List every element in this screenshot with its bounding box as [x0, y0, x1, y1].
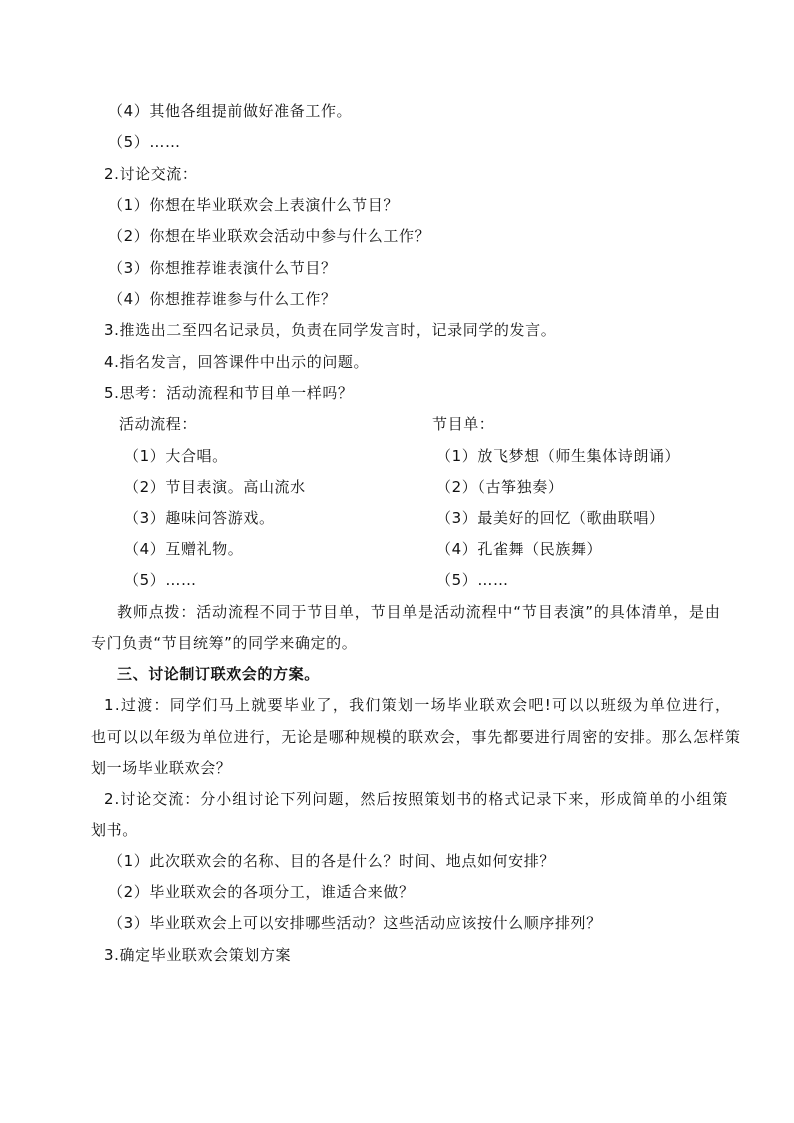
step-5: 5.思考：活动流程和节目单一样吗？ [104, 384, 354, 402]
section-3-step-3: 3.确定毕业联欢会策划方案 [104, 946, 292, 964]
plan-question-1: （1）此次联欢会的名称、目的各是什么？时间、地点如何安排？ [108, 852, 555, 870]
discussion-question-4: （4）你想推荐谁参与什么工作？ [108, 290, 337, 308]
plan-question-3: （3）毕业联欢会上可以安排哪些活动？这些活动应该按什么顺序排列？ [108, 914, 602, 932]
section-3-heading: 三、讨论制订联欢会的方案。 [117, 665, 320, 683]
discuss-line-2: 划书。 [91, 821, 138, 839]
plan-question-2: （2）毕业联欢会的各项分工，谁适合来做？ [108, 883, 415, 901]
program-list-item: （1）放飞梦想（师生集体诗朗诵） [436, 447, 681, 465]
teacher-note-line-2: 专门负责“节目统筹”的同学来确定的。 [91, 634, 358, 652]
discussion-question-3: （3）你想推荐谁表演什么节目？ [108, 259, 337, 277]
program-list-item: （3）最美好的回忆（歌曲联唱） [436, 509, 665, 527]
activity-flow-item: （3）趣味问答游戏。 [124, 509, 275, 527]
activity-flow-item: （4）互赠礼物。 [124, 540, 244, 558]
step-4: 4.指名发言，回答课件中出示的问题。 [104, 353, 370, 371]
list-item-5: （5）…… [108, 133, 181, 151]
activity-flow-item: （1）大合唱。 [124, 447, 228, 465]
teacher-note-line-1: 教师点拨：活动流程不同于节目单，节目单是活动流程中“节目表演”的具体清单，是由 [117, 603, 721, 621]
program-list-header: 节目单： [432, 415, 495, 433]
list-item-4: （4）其他各组提前做好准备工作。 [108, 102, 353, 120]
discussion-question-1: （1）你想在毕业联欢会上表演什么节目？ [108, 196, 399, 214]
activity-flow-item: （5）…… [124, 571, 197, 589]
discussion-question-2: （2）你想在毕业联欢会活动中参与什么工作？ [108, 227, 431, 245]
activity-flow-item: （2）节目表演。高山流水 [124, 478, 306, 496]
activity-flow-header: 活动流程： [119, 415, 198, 433]
transition-line-2: 也可以以年级为单位进行，无论是哪种规模的联欢会，事先都要进行周密的安排。那么怎样策 [91, 728, 741, 746]
transition-line-3: 划一场毕业联欢会？ [91, 759, 232, 777]
transition-line-1: 1.过渡：同学们马上就要毕业了，我们策划一场毕业联欢会吧!可以以班级为单位进行， [104, 696, 732, 714]
discussion-heading: 2.讨论交流： [104, 165, 198, 183]
program-list-item: （4）孔雀舞（民族舞） [436, 540, 603, 558]
program-list-item: （2）（古筝独奏） [436, 478, 564, 496]
discuss-line-1: 2.讨论交流：分小组讨论下列问题，然后按照策划书的格式记录下来，形成简单的小组策 [104, 790, 729, 808]
step-3: 3.推选出二至四名记录员，负责在同学发言时，记录同学的发言。 [104, 321, 557, 339]
program-list-item: （5）…… [436, 571, 509, 589]
